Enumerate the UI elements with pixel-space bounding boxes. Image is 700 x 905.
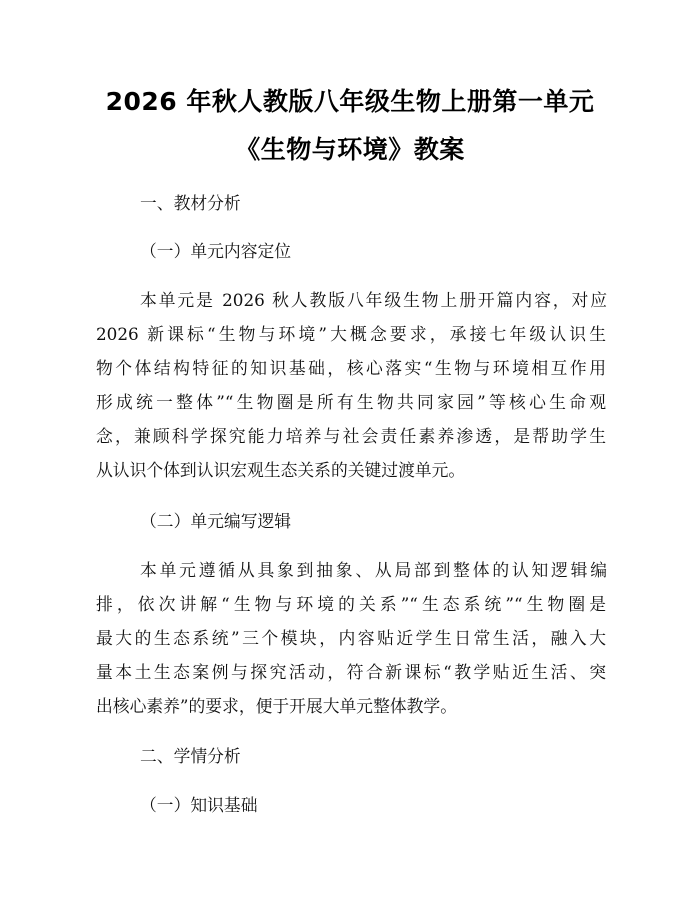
paragraph-line: 物个体结构特征的知识基础，核心落实“生物与环境相互作用 — [96, 358, 606, 378]
paragraph-line: 排，依次讲解“生物与环境的关系”“生态系统”“生物圈是 — [96, 594, 606, 614]
paragraph-line: 本单元遵循从具象到抽象、从局部到整体的认知逻辑编 — [140, 560, 607, 580]
paragraph-line: 形成统一整体”“生物圈是所有生物共同家园”等核心生命观 — [96, 392, 606, 412]
subsection-heading-unit-logic: （二）单元编写逻辑 — [140, 511, 292, 531]
paragraph-line: 本单元是 2026 秋人教版八年级生物上册开篇内容，对应 — [140, 290, 607, 310]
subsection-heading-knowledge-base: （一）知识基础 — [140, 795, 258, 815]
section-heading-textbook-analysis: 一、教材分析 — [140, 193, 241, 213]
subsection-heading-unit-positioning: （一）单元内容定位 — [140, 241, 292, 261]
paragraph-line: 念，兼顾科学探究能力培养与社会责任素养渗透，是帮助学生 — [96, 426, 606, 446]
document-title-line-2: 《生物与环境》教案 — [235, 135, 465, 164]
document-title-line-1: 2026 年秋人教版八年级生物上册第一单元 — [105, 87, 595, 116]
paragraph-line: 2026 新课标“生物与环境”大概念要求，承接七年级认识生 — [96, 324, 606, 344]
section-heading-student-analysis: 二、学情分析 — [140, 746, 241, 766]
paragraph-line: 量本土生态案例与探究活动，符合新课标“教学贴近生活、突 — [96, 662, 606, 682]
paragraph-line: 最大的生态系统”三个模块，内容贴近学生日常生活，融入大 — [96, 628, 606, 648]
paragraph-line: 从认识个体到认识宏观生态关系的关键过渡单元。 — [96, 460, 466, 480]
paragraph-line: 出核心素养”的要求，便于开展大单元整体教学。 — [96, 696, 457, 716]
